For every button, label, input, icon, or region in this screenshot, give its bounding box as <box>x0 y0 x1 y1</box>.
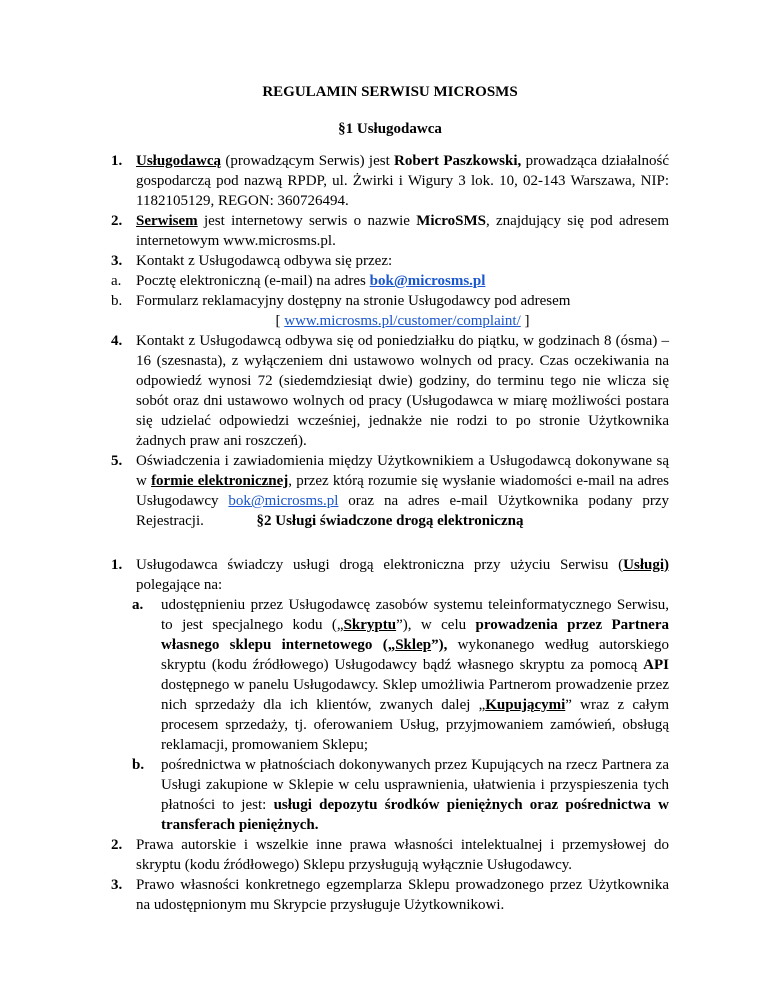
section-2-sublist <box>111 595 669 835</box>
sub-list-item: b. pośrednictwa w płatnościach dokonywanych przez Kupujących na rzecz Partnera za Usługi zakupione w Sklepie w celu usprawnienia, ułatwienia i przyspieszenia tych płatności to jest: usługi depozytu środków pieniężnych oraz pośrednictwa w transferach pieniężnych. <box>132 757 670 833</box>
list-item: 2. Prawa autorskie i wszelkie inne prawa własności intelektualnej i przemysłowej do skryptu (kodu źródłowego) Sklepu przysługują wyłącznie Usługodawcy. <box>111 837 669 873</box>
complaint-url-line: [ www.microsms.pl/customer/complaint/ ] <box>275 313 530 329</box>
section-1-heading: §1 Usługodawca <box>338 121 442 137</box>
list-item: 1. Usługodawcą (prowadzącym Serwis) jest Robert Paszkowski, prowadząca działalność gospodarczą pod nazwą RPDP, ul. Żwirki i Wigury 3 lok. 10, 02-143 Warszawa, NIP: 1182105129, REGON: 360726494. <box>111 153 669 209</box>
list-item: 2. Serwisem jest internetowy serwis o nazwie MicroSMS, znajdujący się pod adresem internetowym www.microsms.pl. <box>111 213 669 249</box>
list-item: 4. Kontakt z Usługodawcą odbywa się od poniedziałku do piątku, w godzinach 8 (ósma) – 16 (szesnasta), z wyłączeniem dni ustawowo wolnych od pracy. Czas oczekiwania na odpowiedź wynosi 72 (siedemdziesiąt dwie) godziny, do terminu tego nie wlicza się sobót oraz dni ustawowo wolnych od pracy (Usługodawca w miarę możliwości postara się udzielać odpowiedzi wcześniej, jednakże nie rodzi to po stronie Użytkownika żadnych praw ani roszczeń). <box>111 333 669 449</box>
complaint-link[interactable]: www.microsms.pl/customer/complaint/ <box>284 313 521 329</box>
list-item: 5. Oświadczenia i zawiadomienia między Użytkownikiem a Usługodawcą dokonywane są w formie elektronicznej, przez którą rozumie się wysłanie wiadomości e-mail na adres Usługodawcy bok@microsms.pl oraz na adres e-mail Użytkownika podany przy Rejestracji. <box>111 453 669 529</box>
section-2-heading: §2 Usługi świadczone drogą elektroniczną <box>256 513 524 529</box>
section-1-list <box>111 151 669 531</box>
list-item: 3. Kontakt z Usługodawcą odbywa się przez: <box>111 253 393 269</box>
list-item: a. Pocztę elektroniczną (e-mail) na adres bok@microsms.pl <box>111 273 486 289</box>
sub-list-item: a. udostępnieniu przez Usługodawcę zasobów systemu teleinformatycznego Serwisu, to jest specjalnego kodu („Skryptu”), w celu prowadzenia przez Partnera własnego sklepu internetowego („Sklep”), wykonanego według autorskiego skryptu (kodu źródłowego) Usługodawcy bądź własnego skryptu za pomocą API dostępnego w panelu Usługodawcy. Sklep umożliwia Partnerom prowadzenie przez nich sprzedaży dla ich klientów, zwanych dalej „Kupującymi” wraz z całym procesem sprzedaży, tj. oferowaniem Usług, przyjmowaniem zamówień, obsługą reklamacji, promowaniem Sklepu; <box>132 597 670 753</box>
email-link[interactable]: bok@microsms.pl <box>369 273 486 289</box>
document-title: REGULAMIN SERWISU MICROSMS <box>262 84 518 100</box>
list-item: 3. Prawo własności konkretnego egzemplarza Sklepu prowadzonego przez Użytkownika na udostępnionym mu Skrypcie przysługuje Użytkownikowi. <box>111 877 669 913</box>
list-item: 1. Usługodawca świadczy usługi drogą elektroniczna przy użyciu Serwisu (Usługi) polegające na: a. udostępnieniu przez Usługodawcę zasobów systemu teleinformatycznego Serwisu, to jest specjalnego kodu („Skryptu”), w celu prowadzenia przez Partnera własnego sklepu internetowego („Sklep”), wykonanego według autorskiego skryptu (kodu źródłowego) Usługodawcy bądź własnego skryptu za pomocą API dostępnego w panelu Usługodawcy. Sklep umożliwia Partnerom prowadzenie przez nich sprzedaży dla ich klientów, zwanych dalej „Kupującymi” wraz z całym procesem sprzedaży, tj. oferowaniem Usług, przyjmowaniem zamówień, obsługą reklamacji, promowaniem Sklepu; b. pośrednictwa w płatnościach dokonywanych przez Kupujących na rzecz Partnera za Usługi zakupione w Sklepie w celu usprawnienia, ułatwienia i przyspieszenia tych płatności to jest: usługi depozytu środków pieniężnych oraz pośrednictwa w transferach pieniężnych. <box>111 557 670 833</box>
section-2-list <box>111 555 669 915</box>
list-item: b. Formularz reklamacyjny dostępny na stronie Usługodawcy pod adresem [ www.microsms.pl/customer/complaint/ ] <box>111 291 669 331</box>
email-link-2[interactable]: bok@microsms.pl <box>228 493 339 509</box>
